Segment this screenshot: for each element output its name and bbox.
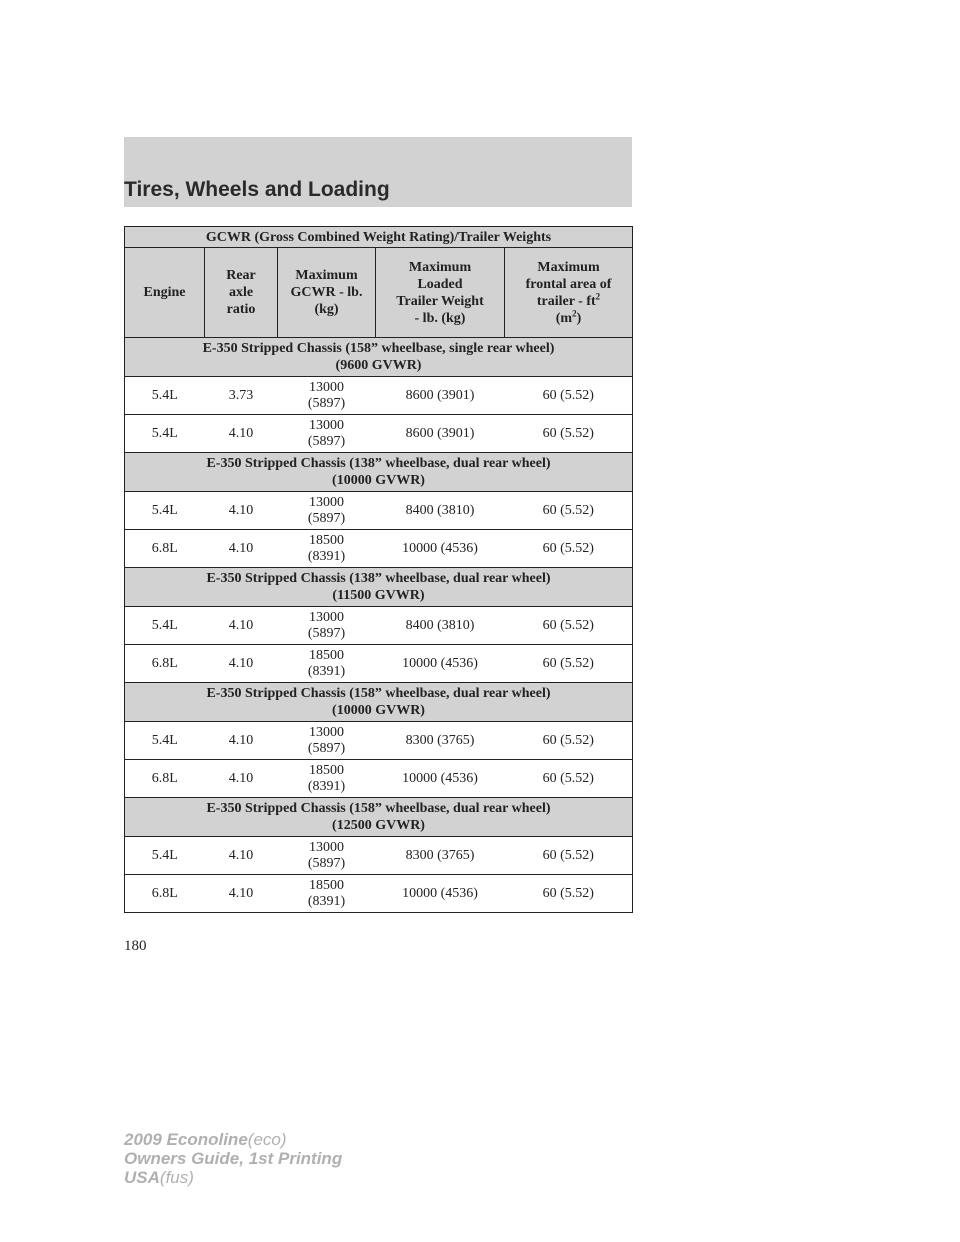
section-heading-row	[125, 568, 633, 607]
trailer-weight-cell: 10000 (4536)	[376, 530, 505, 568]
engine-cell: 6.8L	[125, 875, 205, 913]
section-heading-row	[125, 683, 633, 722]
gcwr-cell: 13000 (5897)	[278, 415, 376, 453]
gcwr-cell: 13000 (5897)	[278, 837, 376, 875]
trailer-weight-cell: 8400 (3810)	[376, 607, 505, 645]
engine-cell: 5.4L	[125, 492, 205, 530]
table-title: GCWR (Gross Combined Weight Rating)/Trailer Weights	[125, 227, 633, 248]
table-row	[125, 415, 633, 453]
table-row	[125, 837, 633, 875]
col-max-frontal-area: Maximum frontal area of trailer - $ft^2$ $(m^2)$	[505, 248, 633, 338]
frontal-area-cell: 60 (5.52)	[505, 530, 633, 568]
frontal-area-cell: 60 (5.52)	[505, 875, 633, 913]
trailer-weight-cell: 10000 (4536)	[376, 875, 505, 913]
section-title: Tires, Wheels and Loading	[124, 178, 390, 201]
table-row	[125, 645, 633, 683]
col-max-gcwr: Maximum GCWR - lb. (kg)	[278, 248, 376, 338]
axle-ratio-cell: 4.10	[205, 645, 278, 683]
axle-ratio-cell: 4.10	[205, 875, 278, 913]
frontal-area-cell: 60 (5.52)	[505, 492, 633, 530]
trailer-weight-cell: 8600 (3901)	[376, 415, 505, 453]
section-heading: E-350 Stripped Chassis (158” wheelbase, dual rear wheel) (12500 GVWR)	[125, 798, 633, 837]
axle-ratio-cell: 4.10	[205, 530, 278, 568]
section-heading-row	[125, 798, 633, 837]
table-row	[125, 875, 633, 913]
trailer-weight-cell: 8600 (3901)	[376, 377, 505, 415]
engine-cell: 6.8L	[125, 760, 205, 798]
frontal-area-cell: 60 (5.52)	[505, 837, 633, 875]
col-rear-axle-ratio: Rear axle ratio	[205, 248, 278, 338]
footer-line: Owners Guide, 1st Printing	[124, 1149, 343, 1168]
table-row	[125, 530, 633, 568]
axle-ratio-cell: 4.10	[205, 722, 278, 760]
table-row	[125, 377, 633, 415]
gcwr-cell: 13000 (5897)	[278, 607, 376, 645]
frontal-area-cell: 60 (5.52)	[505, 645, 633, 683]
gcwr-cell: 18500 (8391)	[278, 875, 376, 913]
footer-line: 2009 Econoline(eco)	[124, 1130, 287, 1149]
engine-cell: 6.8L	[125, 530, 205, 568]
section-heading: E-350 Stripped Chassis (158” wheelbase, single rear wheel) (9600 GVWR)	[125, 338, 633, 377]
engine-cell: 5.4L	[125, 837, 205, 875]
axle-ratio-cell: 4.10	[205, 492, 278, 530]
axle-ratio-cell: 4.10	[205, 607, 278, 645]
frontal-area-cell: 60 (5.52)	[505, 377, 633, 415]
gcwr-cell: 18500 (8391)	[278, 760, 376, 798]
trailer-weight-cell: 8400 (3810)	[376, 492, 505, 530]
section-heading: E-350 Stripped Chassis (138” wheelbase, dual rear wheel) (10000 GVWR)	[125, 453, 633, 492]
table-row	[125, 607, 633, 645]
trailer-weight-cell: 10000 (4536)	[376, 760, 505, 798]
col-max-trailer-weight: Maximum Loaded Trailer Weight - lb. (kg)	[376, 248, 505, 338]
table-row	[125, 722, 633, 760]
gcwr-cell: 18500 (8391)	[278, 530, 376, 568]
col-engine: Engine	[125, 248, 205, 338]
footer-line: USA(fus)	[124, 1168, 194, 1187]
section-heading: E-350 Stripped Chassis (138” wheelbase, dual rear wheel) (11500 GVWR)	[125, 568, 633, 607]
gcwr-table	[124, 226, 633, 913]
column-header-row	[125, 248, 633, 338]
engine-cell: 5.4L	[125, 607, 205, 645]
section-heading-row	[125, 453, 633, 492]
engine-cell: 5.4L	[125, 415, 205, 453]
table-row	[125, 492, 633, 530]
axle-ratio-cell: 3.73	[205, 377, 278, 415]
frontal-area-cell: 60 (5.52)	[505, 760, 633, 798]
trailer-weight-cell: 10000 (4536)	[376, 645, 505, 683]
section-heading-row	[125, 338, 633, 377]
trailer-weight-cell: 8300 (3765)	[376, 837, 505, 875]
section-heading: E-350 Stripped Chassis (158” wheelbase, dual rear wheel) (10000 GVWR)	[125, 683, 633, 722]
engine-cell: 6.8L	[125, 645, 205, 683]
axle-ratio-cell: 4.10	[205, 760, 278, 798]
gcwr-cell: 13000 (5897)	[278, 722, 376, 760]
gcwr-cell: 13000 (5897)	[278, 377, 376, 415]
frontal-area-cell: 60 (5.52)	[505, 415, 633, 453]
gcwr-cell: 13000 (5897)	[278, 492, 376, 530]
axle-ratio-cell: 4.10	[205, 837, 278, 875]
table-title-row	[125, 227, 633, 248]
axle-ratio-cell: 4.10	[205, 415, 278, 453]
page-number: 180	[124, 938, 147, 954]
engine-cell: 5.4L	[125, 722, 205, 760]
frontal-area-cell: 60 (5.52)	[505, 607, 633, 645]
frontal-area-cell: 60 (5.52)	[505, 722, 633, 760]
footer	[124, 1130, 342, 1187]
gcwr-cell: 18500 (8391)	[278, 645, 376, 683]
table-row	[125, 760, 633, 798]
engine-cell: 5.4L	[125, 377, 205, 415]
trailer-weight-cell: 8300 (3765)	[376, 722, 505, 760]
